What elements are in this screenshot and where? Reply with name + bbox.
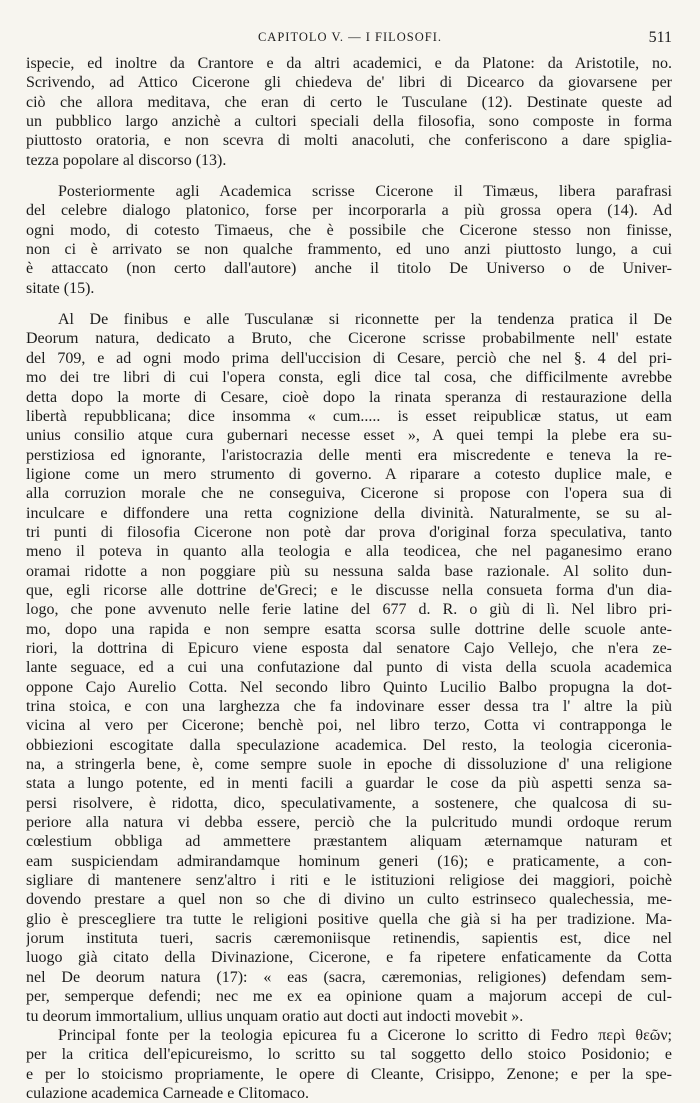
- page-number: 511: [648, 29, 672, 46]
- text-line: libertà repubblicana; dice insomma « cum..... is esset reipublicæ status, ut eam: [26, 407, 672, 425]
- text-line: perstiziosa ed ignorante, l'aristocrazia delle menti era miscredente e teneva la re-: [26, 446, 672, 464]
- text-line: piuttosto oratoria, e non scevra di molti anacoluti, che conferiscono a dare spiglia-: [26, 132, 672, 150]
- text-line: dovendo prestare a quel non so che di divino un culto estrinseco qualechessia, me-: [26, 891, 672, 909]
- paragraph: [26, 310, 672, 1026]
- text-line: tri punti di filosofia Cicerone non potè dar prova d'original forza speculativa, tanto: [26, 523, 672, 541]
- text-line: Deorum natura, dedicato a Bruto, che Cicerone scrisse probabilmente nell' estate: [26, 330, 672, 348]
- text-line: cœlestium obbliga ad ammettere præstantem aliquam æternamque naturam et: [26, 833, 672, 851]
- paragraph: [26, 182, 672, 298]
- text-line: logo, che pone avvenuto nelle ferie latine del 677 d. R. o giù di lì. Nel libro pri-: [26, 601, 672, 619]
- text-line: na, a stringerla bene, è, come sempre suole in epoche di dissoluzione d' una religione: [26, 756, 672, 774]
- text-line: sitate (15).: [26, 279, 95, 297]
- text-line: riori, la dottrina di Epicuro viene esposta dal senatore Cajo Vellejo, che n'era ze-: [26, 639, 672, 657]
- text-line: tu deorum immortalium, ullius unquam oratio aut docti aut indocti movebit ».: [26, 1007, 524, 1025]
- text-line: ciò che allora meditava, che eran di certo le Tusculane (12). Destinate queste ad: [26, 93, 672, 111]
- page-header: [26, 30, 674, 52]
- text-line: jorum instituta tueri, sacris cæremoniisque retinendis, sapientis est, dice nel: [26, 930, 672, 948]
- text-line: meno il poteva in quanto alla teologia e alla teodicea, che nel paganesimo erano: [26, 543, 672, 561]
- text-line: mo dei tre libri di cui l'opera consta, egli dice tal cosa, che difficilmente avrebbe: [26, 369, 672, 387]
- text-line: per la critica dell'epicureismo, lo scritto su tal soggetto dello stoico Posidonio; e: [26, 1046, 672, 1064]
- text-line: persi risolvere, è ridotta, dico, speculativamente, a sostenere, che qualcosa di su-: [26, 794, 672, 812]
- text-line: que, egli ricorse alle dottrine de'Greci; e le discusse nella consueta forma d'un dia-: [26, 581, 672, 599]
- text-line: Scrivendo, ad Attico Cicerone gli chiedeva de' libri di Dicearco da giovarsene per: [26, 74, 672, 92]
- text-line: obbiezioni escogitate dalla speculazione academica. Del resto, la teologia ciceronia-: [26, 736, 672, 754]
- text-line: periore alla natura vi debba essere, perciò che la pulcritudo mundi ordoque rerum: [26, 814, 672, 832]
- text-line: detta dopo la morte di Cesare, cioè dopo la rinata speranza di restaurazione della: [26, 388, 672, 406]
- text-line: eam suspiciendam admirandamque hominum generi (16); e praticamente, a con-: [26, 852, 672, 870]
- text-line: unius consilio atque cura gubernari necesse esset », A quei tempi la plebe era su-: [26, 427, 672, 445]
- text-line: un pubblico largo anzichè a cultori speciali della filosofia, sono composte in forma: [26, 113, 672, 131]
- text-line: è attaccato (non certo dall'autore) anche il titolo De Universo o de Univer-: [26, 260, 672, 278]
- text-line: Posteriormente agli Academica scrisse Cicerone il Timæus, libera parafrasi: [58, 183, 672, 201]
- text-line: oppone Cajo Aurelio Cotta. Nel secondo libro Quinto Lucilio Balbo propugna la dot-: [26, 678, 672, 696]
- text-line: ispecie, ed inoltre da Crantore e da altri academici, e da Platone: da Aristotile, no.: [26, 55, 672, 72]
- text-line: mo, dopo una rapida e non sempre esatta scorsa sulle dottrine delle scuole ante-: [26, 620, 672, 638]
- text-line: inculcare e diffondere una retta cognizione della divinità. Naturalmente, se su al-: [26, 504, 672, 522]
- text-line: vicina al vero per Cicerone; benchè poi, nel libro terzo, Cotta vi contrapponga le: [26, 717, 672, 735]
- running-head: CAPITOLO V. — I FILOSOFI.: [257, 30, 443, 44]
- text-line: non ci è arrivato se non qualche frammento, ed uno anzi piuttosto lungo, a cui: [26, 241, 672, 259]
- text-line: ogni modo, di cotesto Timaeus, che è possibile che Cicerone stesso non finisse,: [26, 221, 672, 239]
- text-line: per, semperque defendi; nec me ex ea opinione quam a majorum accepi de cul-: [26, 988, 672, 1006]
- text-line: e per lo stoicismo propriamente, le opere di Cleante, Crisippo, Zenone; e per la spe-: [26, 1065, 672, 1083]
- body-text: [26, 54, 672, 1103]
- text-line: Al De finibus e alle Tusculanæ si riconnette per la tendenza pratica il De: [58, 311, 672, 329]
- text-line: del celebre dialogo platonico, forse per incorporarla a più grossa opera (14). Ad: [26, 202, 672, 220]
- text-line: glio è prescegliere tra tutte le religioni positive quella che già si ha per tradizione. Ma-: [26, 910, 672, 928]
- paragraph: [26, 1026, 672, 1103]
- text-line: Principal fonte per la teologia epicurea fu a Cicerone lo scritto di Fedro περὶ θεῶν;: [58, 1026, 672, 1044]
- text-line: stata a lungo potente, ed in menti facili a guardar le cose da più aspetti senza sa-: [26, 775, 672, 793]
- text-line: trina stoica, e con una larghezza che fa indovinare esser dessa tra l' altre la più: [26, 698, 672, 715]
- text-line: sigliare di mantenere senz'altro i riti e le istituzioni religiose dei maggiori, poichè: [26, 872, 672, 890]
- text-line: luogo già citato della Divinazione, Cicerone, e fa ripetere enfaticamente da Cotta: [26, 949, 672, 967]
- text-line: tezza popolare al discorso (13).: [26, 151, 227, 169]
- text-line: oramai ridotte a non poggiare più su nessuna salda base razionale. Al solito dun-: [26, 562, 672, 580]
- text-line: nel De deorum natura (17): « eas (sacra, cæremonias, religiones) defendam sem-: [26, 968, 672, 986]
- text-line: ligione come un mero strumento di governo. A riparare a cotesto duplice male, e: [26, 465, 672, 483]
- text-line: lante seguace, ed a cui una confutazione dal punto di vista della scuola academica: [26, 659, 672, 677]
- paragraph: [26, 54, 672, 170]
- text-line: culazione academica Carneade e Clitomaco.: [26, 1084, 309, 1102]
- text-line: del 709, e ad ogni modo prima dell'uccision di Cesare, perciò che nel §. 4 del pri-: [26, 349, 672, 367]
- text-line: alla corruzion morale che ne conseguiva, Cicerone si propose con l'opera sua di: [26, 485, 672, 503]
